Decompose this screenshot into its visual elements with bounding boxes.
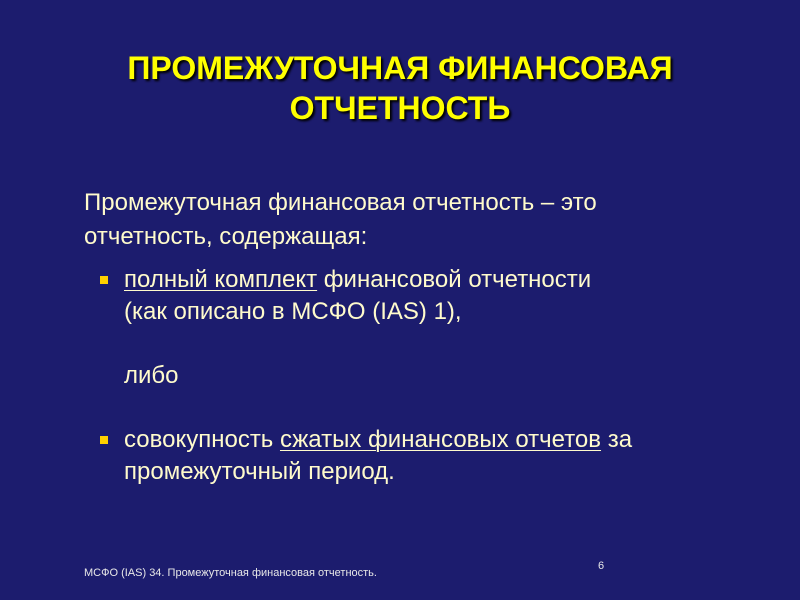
bullet-text [124,264,734,328]
square-bullet-icon [100,436,108,444]
bullet-line-1-before: совокупность [124,426,280,453]
underlined-term: полный комплект [124,266,318,293]
intro-paragraph [84,186,704,254]
bullet-line-2: (как описано в МСФО (IAS) 1), [124,298,462,325]
slide-title-line-2: ОТЧЕТНОСТЬ [289,90,511,126]
bullet-text [124,424,734,488]
page-number: 6 [598,560,605,572]
bullet-line-2: промежуточный период. [124,458,395,485]
bullet-line-1 [124,264,734,296]
intro-line-1: Промежуточная финансовая отчетность – это [84,189,597,216]
square-bullet-icon [100,276,108,284]
bullet-line-1 [124,424,734,456]
either-connector: либо [124,362,179,389]
slide-title-line-1: ПРОМЕЖУТОЧНАЯ ФИНАНСОВАЯ [127,50,673,86]
underlined-term: сжатых финансовых отчетов [279,426,602,453]
slide-footer: МСФО (IAS) 34. Промежуточная финансовая отчетность. [84,567,377,579]
bullet-line-1-rest: финансовой отчетности [317,266,592,293]
slide-title [40,48,760,128]
bullet-line-1-after: за [601,426,633,453]
intro-line-2: отчетность, содержащая: [84,223,368,250]
